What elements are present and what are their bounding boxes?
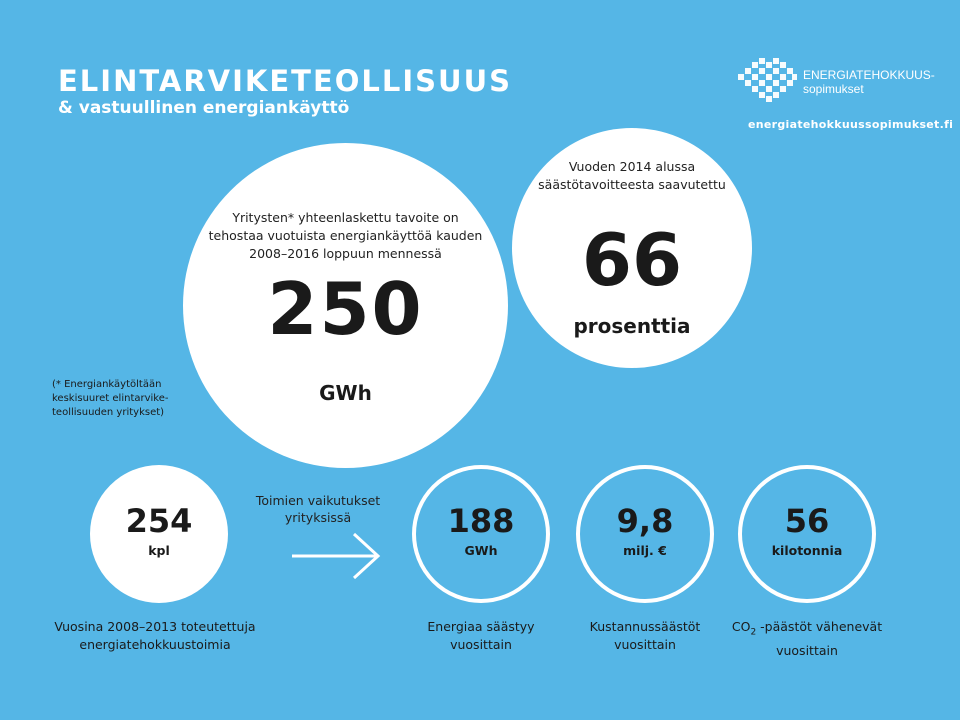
cost-savings-unit: milj. € xyxy=(623,543,667,558)
target-description: Yritysten* yhteenlaskettu tavoite on tehostaa vuotuista energiankäyttöä kauden 2008–2016 loppuun mennessä xyxy=(208,210,483,261)
energiatehokkuus-logo-mark xyxy=(736,56,798,104)
page-title: ELINTARVIKETEOLLISUUS xyxy=(58,64,513,98)
achieved-description: Vuoden 2014 alussa säästötavoitteesta saavutettu xyxy=(538,159,726,192)
emissions-caption-sub: 2 xyxy=(750,627,757,638)
emissions-ring xyxy=(738,465,876,603)
logo-text xyxy=(803,68,935,96)
emissions-caption-co: CO xyxy=(731,619,751,634)
footnote: (* Energiankäytöltään keskisuuret elintarvike-teollisuuden yritykset) xyxy=(52,379,169,418)
target-value: 250 xyxy=(267,267,424,351)
achieved-value: 66 xyxy=(581,218,683,302)
target-circle xyxy=(183,143,508,468)
emissions-unit: kilotonnia xyxy=(771,543,843,558)
measures-value: 254 xyxy=(125,502,193,540)
achieved-circle xyxy=(512,128,752,368)
cost-savings-caption: Kustannussäästöt vuosittain xyxy=(589,619,701,652)
arrow-right-icon xyxy=(292,530,382,582)
logo-line-1: ENERGIATEHOKKUUS- xyxy=(803,68,935,82)
energy-savings-value: 188 xyxy=(447,502,515,540)
measures-unit: kpl xyxy=(148,543,170,558)
energy-savings-ring xyxy=(412,465,550,603)
page-subtitle: & vastuullinen energiankäyttö xyxy=(58,98,350,118)
logo-line-2: sopimukset xyxy=(803,82,864,96)
website-url[interactable]: energiatehokkuussopimukset.fi xyxy=(748,118,954,131)
emissions-value: 56 xyxy=(784,502,830,540)
impact-label: Toimien vaikutukset yrityksissä xyxy=(255,493,381,525)
emissions-caption-rest: -päästöt vähenevät vuosittain xyxy=(756,619,883,658)
measures-caption: Vuosina 2008–2013 toteutettuja energiatehokkuustoimia xyxy=(54,619,256,652)
achieved-unit: prosenttia xyxy=(573,314,691,338)
cost-savings-value: 9,8 xyxy=(616,502,674,540)
emissions-caption xyxy=(722,618,892,660)
energy-savings-unit: GWh xyxy=(464,543,498,558)
measures-circle xyxy=(90,465,228,603)
target-unit: GWh xyxy=(319,381,372,405)
cost-savings-ring xyxy=(576,465,714,603)
energy-savings-caption: Energiaa säästyy vuosittain xyxy=(427,619,535,652)
